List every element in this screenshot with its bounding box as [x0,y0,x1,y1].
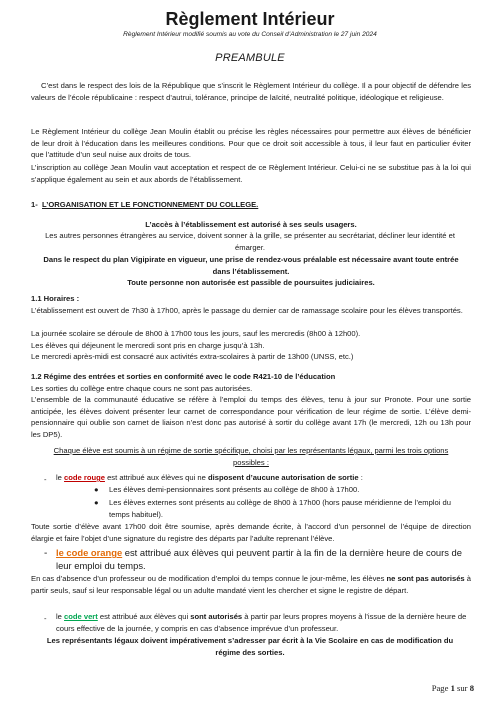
code-rouge-prefix: le [56,473,65,482]
section-title: L’ORGANISATION ET LE FONCTIONNEMENT DU COLLEGE. [42,200,259,209]
preamble-heading: PREAMBULE [215,52,285,64]
section-1-2-heading: 1.2 Régime des entrées et sorties en conformité avec le code R421-10 de l’éducation [31,372,336,381]
code-vert-bold: sont autorisés [190,612,243,621]
code-rouge-dash: - [44,475,47,484]
preamble-paragraph-1: C’est dans le respect des lois de la République que s’inscrit le Règlement Intérieur du collège. Il a pour objectif de défendre les valeurs de l’école républicaine : respect d’autrui, tolérance, principe de laïcité, neutralité politique, idéologique et religieuse. [31,81,471,102]
code-orange-dash: - [44,548,48,559]
code-rouge-bullet-1: Les élèves demi-pensionnaires sont présents au collège de 8h00 à 17h00. [109,485,360,494]
access-rule: L’accès à l’établissement est autorisé à ses seuls usagers. [145,220,357,229]
code-rouge-line [56,472,466,484]
document-subtitle: Règlement Intérieur modifié soumis au vote du Conseil d’Administration le 27 juin 2024 [123,31,377,38]
of-word: sur [457,683,468,693]
hours-line-2: La journée scolaire se déroule de 8h00 à 17h00 tous les jours, sauf les mercredis (8h00 à 12h00). [31,329,361,338]
code-orange-after-post: à partir seuls, sauf si leur responsable légal ou un adulte mandaté vient les chercher et signe le registre de départ. [31,574,471,595]
code-vert-prefix: le [56,612,65,621]
section-1-1-heading: 1.1 Horaires : [31,294,80,303]
code-rouge-mid: est attribué aux élèves qui ne [104,473,208,482]
code-rouge-bold: disposent d’aucune autorisation de sortie [207,473,359,482]
regime-intro: Chaque élève est soumis à un régime de sortie spécifique, choisi par les représentants légaux, parmi les trois options possibles : [53,446,449,467]
code-orange-line [56,546,468,572]
code-orange-after [31,573,471,596]
code-vert-line [56,611,470,634]
code-rouge-after: Toute sortie d’élève avant 17h00 doit être soumise, après demande écrite, à l’accord d’un personnel de l’équipe de direction élargie et faire l’objet d’une signature du registre des départs par l’adulte reprenant l’élève. [31,522,471,543]
code-vert-dash: - [44,614,47,623]
code-orange-text: est attribué aux élèves qui peuvent partir à la fin de la dernière heure de cours de leur emploi du temps. [56,547,462,571]
bullet-icon: ● [94,498,99,507]
section-1-heading [31,199,471,211]
hours-line-4: Le mercredi après-midi est consacré aux activités extra-scolaires à partir de 13h00 (UNSS, etc.) [31,352,354,361]
hours-line-3: Les élèves qui déjeunent le mercredi sont pris en charge jusqu’à 13h. [31,341,265,350]
page-number [432,683,474,693]
code-rouge-post: : [358,473,363,482]
total-pages: 8 [469,683,474,693]
hours-line-1: L’établissement est ouvert de 7h30 à 17h00, après le passage du dernier car de ramassage scolaire pour les élèves transportés. [31,306,463,315]
bullet-icon: ● [94,485,99,494]
exits-line-1: Les sorties du collège entre chaque cours ne sont pas autorisées. [31,384,253,393]
current-page: 1 [450,683,455,693]
code-orange-label: le code orange [56,547,123,558]
exits-line-2: L’ensemble de la communauté éducative se réfère à l’emploi du temps des élèves, tenu à jour sur Pronote. Pour une sortie anticipée, les élèves doivent présenter leur carnet de correspondance pour vérification de leur régime de sortie. L’élève demi-pensionnaire qui oublie son carnet de liaison n’est donc pas autorisé à sortir du collège avant 17h (le mercredi, 12h ou 13h pour les DP5). [31,395,471,439]
code-orange-after-pre: En cas d’absence d’un professeur ou de modification d’emploi du temps connue le jour-même, les élèves [31,574,387,583]
code-vert-label: code vert [64,612,98,621]
section-number: 1- [31,200,38,209]
pursuits-rule: Toute personne non autorisée est passible de poursuites judiciaires. [127,278,375,287]
page-word: Page [431,683,449,693]
vigipirate-rule: Dans le respect du plan Vigipirate en vigueur, une prise de rendez-vous préalable est nécessaire avant toute entrée dans l’établissement. [43,255,459,276]
access-text: Les autres personnes étrangères au service, doivent sonner à la grille, se présenter au secrétariat, décliner leur identité et émarger. [45,231,455,252]
code-vert-mid: est attribué aux élèves qui [97,612,191,621]
code-vert-post: à partir par leurs propres moyens à l’issue de la dernière heure de cours effective de la journée, y compris en cas d’absence imprévue d’un professeur. [56,612,467,633]
preamble-paragraph-3: L’inscription au collège Jean Moulin vaut acceptation et respect de ce Règlement Intérieur. Celui-ci ne se substitue pas à la loi qui s’applique également au sein et aux abords de l’établissement. [31,163,471,184]
code-orange-after-bold: ne sont pas autorisés [386,574,465,583]
code-rouge-label: code rouge [64,473,105,482]
document-title: Règlement Intérieur [165,9,335,29]
preamble-paragraph-2: Le Règlement Intérieur du collège Jean Moulin établit ou précise les règles nécessaires pour permettre aux élèves de bénéficier de leur droit à l’éducation dans les meilleures conditions. Pour que ce droit soit accessible à tous, il leur faut en particulier éviter que l’attitude d’un seul nuise aux droits de tous. [31,127,471,160]
code-vert-final: Les représentants légaux doivent impérativement s’adresser par écrit à la Vie Scolaire en cas de modification du régime des sorties. [46,636,454,657]
code-rouge-bullet-2: Les élèves externes sont présents au collège de 8h00 à 17h00 (hors pause méridienne de l’emploi du temps habituel). [109,498,451,519]
